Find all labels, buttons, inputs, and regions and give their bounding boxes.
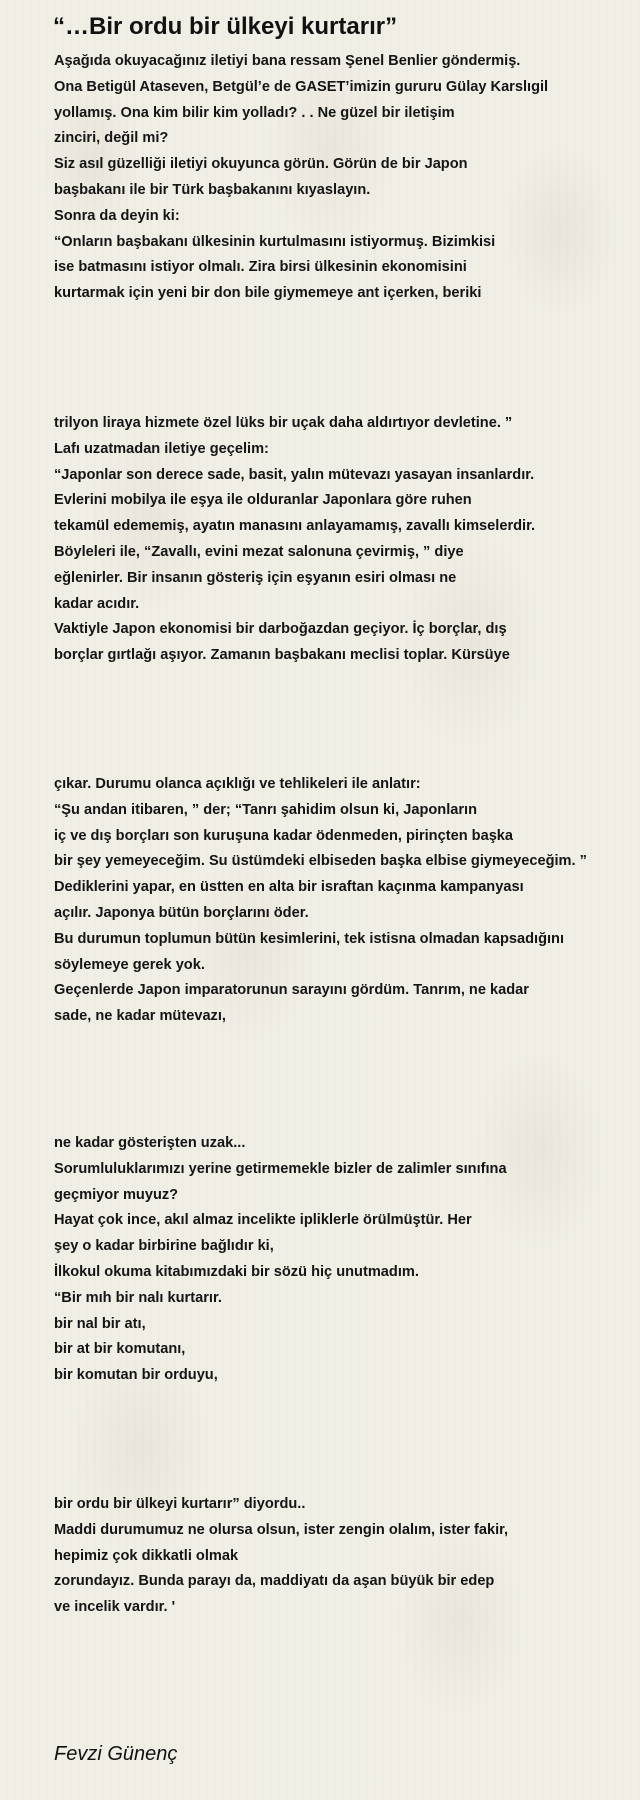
text-line: başbakanı ile bir Türk başbakanını kıyaslayın. <box>54 181 371 198</box>
text-line: Böyleleri ile, “Zavallı, evini mezat salonuna çevirmiş, ” diye <box>54 543 464 560</box>
text-line: Dediklerini yapar, en üstten en alta bir israftan kaçınma kampanyası <box>54 879 524 896</box>
text-line: şey o kadar birbirine bağlıdır ki, <box>54 1238 274 1255</box>
text-line: Ona Betigül Ataseven, Betgül’e de GASET’imizin gururu Gülay Karslıgil <box>54 78 549 95</box>
text-block-4 <box>54 1131 507 1389</box>
text-line: Bu durumun toplumun bütün kesimlerini, tek istisna olmadan kapsadığını <box>54 930 565 947</box>
text-line: Vaktiyle Japon ekonomisi bir darboğazdan geçiyor. İç borçlar, dış <box>54 621 507 638</box>
text-line: ve incelik vardır. ' <box>54 1599 176 1616</box>
text-line: Evlerini mobilya ile eşya ile olduranlar Japonlara göre ruhen <box>54 492 472 509</box>
text-line: Hayat çok ince, akıl almaz incelikte ipliklerle örülmüştür. Her <box>54 1212 472 1229</box>
text-line: zinciri, değil mi? <box>54 130 169 147</box>
poem-title: “…Bir ordu bir ülkeyi kurtarır” <box>53 13 398 40</box>
text-line: ne kadar gösterişten uzak... <box>54 1135 246 1151</box>
text-line: söylemeye gerek yok. <box>54 956 205 973</box>
text-line: ise batmasını istiyor olmalı. Zira birsi ülkesinin ekonomisini <box>54 259 467 276</box>
text-line: tekamül edememiş, ayatın manasını anlayamamış, zavallı kimselerdir. <box>54 518 536 535</box>
text-line: kadar acıdır. <box>54 595 140 612</box>
text-line: iç ve dış borçları son kuruşuna kadar ödenmeden, pirinçten başka <box>54 827 514 844</box>
text-line: bir ordu bir ülkeyi kurtarır” diyordu.. <box>54 1496 306 1512</box>
text-line: eğlenirler. Bir insanın gösteriş için eşyanın esiri olması ne <box>54 569 457 586</box>
text-line: bir şey yemeyeceğim. Su üstümdeki elbiseden başka elbise giymeyeceğim. ” <box>54 853 587 870</box>
text-line: kurtarmak için yeni bir don bile giymemeye ant içerken, beriki <box>54 285 482 302</box>
text-line: bir nal bir atı, <box>54 1315 146 1332</box>
text-line: Maddi durumumuz ne olursa olsun, ister zengin olalım, ister fakir, <box>54 1521 509 1538</box>
text-line: bir komutan bir orduyu, <box>54 1367 218 1384</box>
text-block-1 <box>54 49 548 307</box>
text-line: İlkokul okuma kitabımızdaki bir sözü hiç unutmadım. <box>54 1263 419 1280</box>
text-line: Geçenlerde Japon imparatorunun sarayını gördüm. Tanrım, ne kadar <box>54 982 529 999</box>
text-line: Aşağıda okuyacağınız iletiyi bana ressam Şenel Benlier göndermiş. <box>54 53 521 69</box>
text-line: Siz asıl güzelliği iletiyi okuyunca görün. Görün de bir Japon <box>54 156 468 173</box>
text-line: bir at bir komutanı, <box>54 1341 186 1358</box>
text-block-2 <box>54 411 535 669</box>
text-line: hepimiz çok dikkatli olmak <box>54 1547 239 1564</box>
text-line: Lafı uzatmadan iletiye geçelim: <box>54 440 269 457</box>
text-line: geçmiyor muyuz? <box>54 1186 179 1203</box>
text-line: zorundayız. Bunda parayı da, maddiyatı da aşan büyük bir edep <box>54 1573 495 1590</box>
text-line: açılır. Japonya bütün borçlarını öder. <box>54 904 309 921</box>
text-line: çıkar. Durumu olanca açıklığı ve tehlikeleri ile anlatır: <box>54 776 421 792</box>
text-line: borçlar gırtlağı aşıyor. Zamanın başbakanı meclisi toplar. Kürsüye <box>54 647 510 664</box>
text-line: Sorumluluklarımızı yerine getirmemekle bizler de zalimler sınıfına <box>54 1160 507 1177</box>
text-line: “Bir mıh bir nalı kurtarır. <box>54 1289 222 1306</box>
author-signature: Fevzi Günenç <box>54 1743 178 1765</box>
text-line: “Japonlar son derece sade, basit, yalın mütevazı yasayan insanlardır. <box>54 466 535 483</box>
text-line: trilyon liraya hizmete özel lüks bir uçak daha aldırtıyor devletine. ” <box>54 415 513 431</box>
text-block-3 <box>54 772 587 1030</box>
text-line: sade, ne kadar mütevazı, <box>54 1008 226 1025</box>
text-line: “Onların başbakanı ülkesinin kurtulmasını istiyormuş. Bizimkisi <box>54 233 496 250</box>
text-line: yollamış. Ona kim bilir kim yolladı? . . Ne güzel bir iletişim <box>54 104 455 121</box>
text-line: Sonra da deyin ki: <box>54 207 180 224</box>
text-line: “Şu andan itibaren, ” der; “Tanrı şahidim olsun ki, Japonların <box>54 801 478 818</box>
text-block-5 <box>54 1492 508 1621</box>
